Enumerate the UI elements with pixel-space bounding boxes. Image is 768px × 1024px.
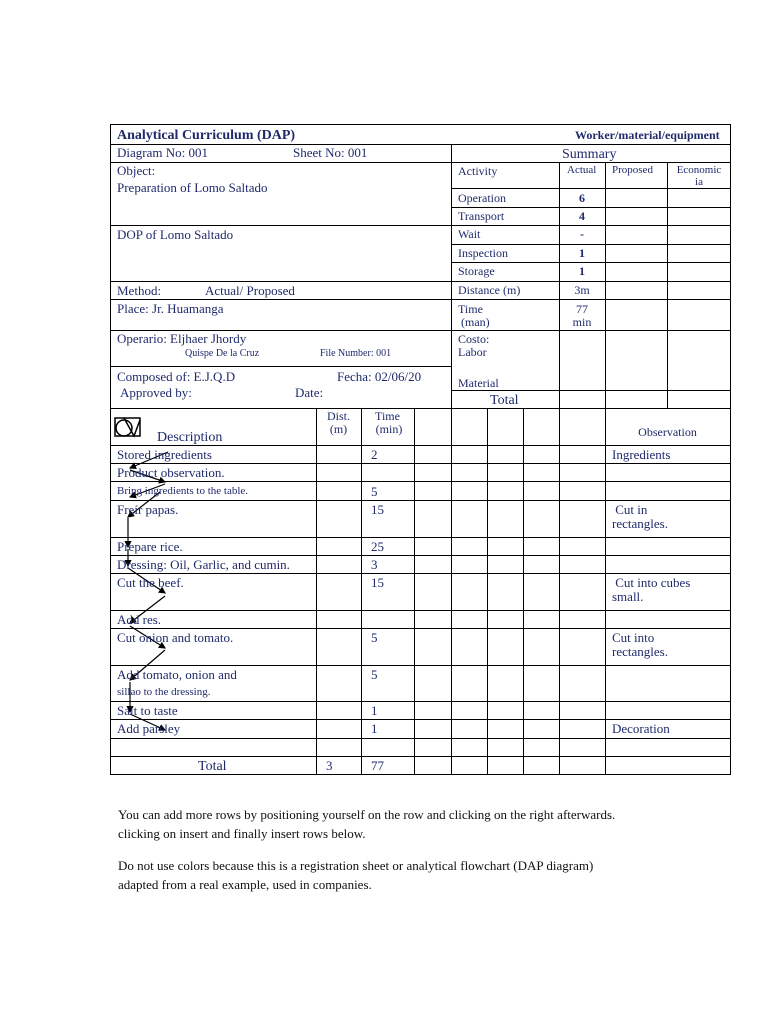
date-label: Date: — [295, 385, 324, 400]
summary-row-label: Transport — [458, 209, 505, 223]
summary-proposed-header: Proposed — [612, 164, 653, 176]
table-row-desc: Stored ingredients — [117, 447, 212, 462]
summary-costo-label: Costo: Labor — [458, 332, 490, 360]
summary-time-actual: 77 min — [572, 302, 592, 330]
table-row-desc: Add tomato, onion and — [117, 667, 237, 682]
table-row-obs: Cut into rectangles. — [612, 630, 668, 660]
approved-label: Approved by: — [120, 385, 192, 400]
table-row-obs: Decoration — [612, 721, 670, 736]
diagram-no: Diagram No: 001 — [117, 145, 208, 160]
summary-row-actual: 4 — [579, 209, 585, 223]
operario-surname: Quispe De la Cruz — [185, 348, 260, 359]
table-total-time: 77 — [371, 758, 384, 773]
table-row-desc: Add res. — [117, 612, 162, 627]
description-header: Description — [157, 430, 223, 445]
summary-row-actual: 6 — [579, 191, 585, 205]
table-row-time: 5 — [371, 630, 378, 645]
sheet-no: Sheet No: 001 — [293, 145, 368, 160]
place-text: Place: Jr. Huamanga — [117, 301, 224, 316]
summary-actual-header: Actual — [567, 164, 597, 176]
time-header: Time (min) — [375, 409, 403, 437]
table-row-obs: Cut into cubes small. — [612, 575, 691, 605]
summary-time-label: Time (man) — [458, 302, 490, 330]
table-row-desc: Freír papas. — [117, 502, 179, 517]
dap-symbols-icon — [115, 418, 140, 436]
summary-material-label: Material — [458, 376, 499, 390]
table-row-desc: Product observation. — [117, 465, 225, 480]
table-row-desc: Salt to taste — [117, 703, 178, 718]
dist-header: Dist. (m) — [326, 409, 350, 437]
composed-text: Composed of: E.J.Q.D — [117, 369, 236, 384]
table-total-dist: 3 — [326, 758, 333, 773]
table-row-desc-2: sillao to the dressing. — [117, 686, 211, 698]
table-row-desc: Cut the beef. — [117, 575, 184, 590]
summary-row-actual: 3m — [574, 283, 590, 297]
doc-title: Analytical Curriculum (DAP) — [117, 128, 296, 143]
table-row-desc: Cut onion and tomato. — [117, 630, 234, 645]
note-line-1: You can add more rows by positioning yourself on the row and clicking on the right afterwards. — [118, 807, 616, 822]
table-row-time: 15 — [371, 502, 384, 517]
summary-row-label: Inspection — [458, 246, 508, 260]
table-row-desc: Bring ingredients to the table. — [117, 485, 249, 497]
summary-row-label: Wait — [458, 227, 481, 241]
dop-text: DOP of Lomo Saltado — [117, 227, 234, 242]
operario-text: Operario: Eljhaer Jhordy — [117, 331, 247, 346]
summary-row-actual: - — [580, 227, 584, 241]
table-row-time: 15 — [371, 575, 384, 590]
table-row-time: 25 — [371, 539, 384, 554]
doc-subtitle: Worker/material/equipment — [575, 128, 720, 142]
table-row-time: 1 — [371, 721, 378, 736]
file-number: File Number: 001 — [320, 348, 392, 359]
method-label: Method: — [117, 283, 162, 298]
table-row-desc: Prepare rice. — [117, 539, 183, 554]
observation-header: Observation — [638, 425, 697, 439]
table-row-time: 2 — [371, 447, 378, 462]
table-row-time: 5 — [371, 484, 378, 499]
table-row-obs: Ingredients — [612, 447, 671, 462]
note-line-3: Do not use colors because this is a registration sheet or analytical flowchart (DAP diagram) — [118, 858, 594, 873]
table-row-time: 3 — [371, 557, 378, 572]
summary-row-actual: 1 — [579, 264, 585, 278]
table-row-desc: Add parsley — [117, 721, 181, 736]
table-row-obs: Cut in rectangles. — [612, 502, 668, 532]
summary-row-label: Distance (m) — [458, 283, 521, 297]
summary-activity-header: Activity — [458, 164, 498, 178]
summary-row-label: Operation — [458, 191, 506, 205]
table-total-label: Total — [198, 759, 227, 774]
summary-row-label: Storage — [458, 264, 495, 278]
table-row-time: 5 — [371, 667, 378, 682]
table-row-desc: Dressing: Oil, Garlic, and cumin. — [117, 557, 290, 572]
table-row-time: 1 — [371, 703, 378, 718]
object-value: Preparation of Lomo Saltado — [117, 180, 268, 195]
note-line-2: clicking on insert and finally insert rows below. — [118, 826, 366, 841]
method-value: Actual/ Proposed — [205, 283, 295, 298]
summary-row-actual: 1 — [579, 246, 585, 260]
summary-total-label: Total — [490, 393, 519, 408]
fecha-text: Fecha: 02/06/20 — [337, 369, 422, 384]
note-line-4: adapted from a real example, used in companies. — [118, 877, 372, 892]
summary-heading: Summary — [562, 147, 617, 162]
summary-economic-header: Economic ia — [676, 164, 722, 189]
object-label: Object: — [117, 163, 156, 178]
